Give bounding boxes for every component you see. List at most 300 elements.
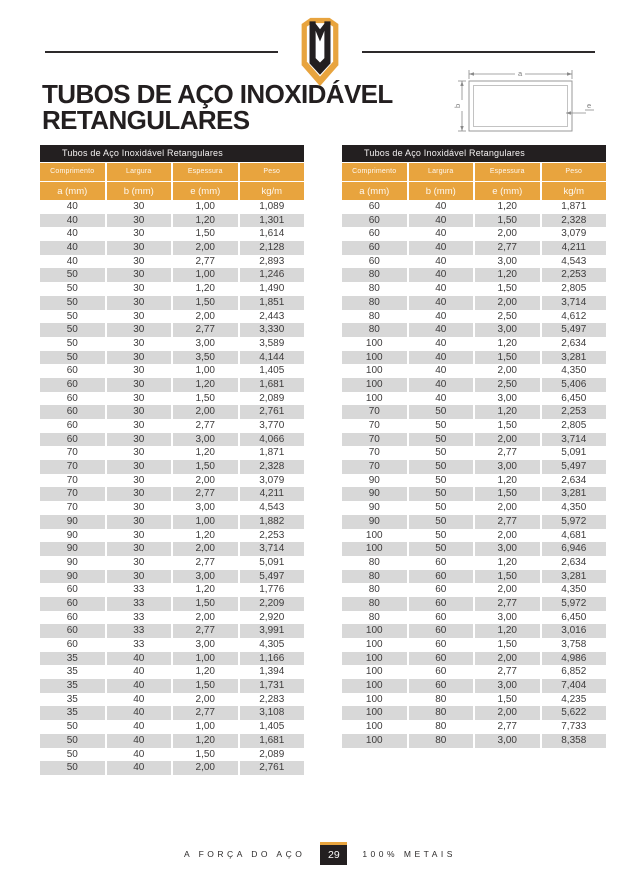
table-cell: 50 — [407, 433, 474, 447]
table-row — [40, 611, 304, 625]
table-cell: 2,283 — [238, 693, 305, 707]
column-unit: b (mm) — [407, 182, 474, 200]
table-cell: 1,20 — [171, 214, 238, 228]
table-cell: 2,77 — [473, 720, 540, 734]
table-units-row — [342, 181, 606, 200]
table-cell: 70 — [368, 406, 380, 418]
table-cell: 60 — [407, 665, 474, 679]
table-cell: 3,00 — [473, 679, 540, 693]
table-cell: 100 — [365, 734, 383, 746]
table-cell: 100 — [365, 337, 383, 349]
table-row — [342, 364, 606, 378]
table-cell: 2,00 — [473, 364, 540, 378]
table-cell: 35 — [66, 693, 78, 705]
table-cell: 40 — [407, 200, 474, 214]
table-cell: 2,77 — [473, 241, 540, 255]
table-units-row — [40, 181, 304, 200]
table-cell: 60 — [66, 406, 78, 418]
table-row — [342, 720, 606, 734]
table-cell: 50 — [66, 296, 78, 308]
table-cell: 1,20 — [473, 268, 540, 282]
table-cell: 100 — [365, 378, 383, 390]
table-cell: 2,77 — [171, 419, 238, 433]
table-cell: 60 — [66, 584, 78, 596]
table-cell: 100 — [365, 392, 383, 404]
table-cell: 40 — [407, 392, 474, 406]
table-row — [40, 638, 304, 652]
table-cell: 80 — [368, 296, 380, 308]
table-row — [342, 296, 606, 310]
table-cell: 5,406 — [540, 378, 607, 392]
table-cell: 30 — [105, 268, 172, 282]
column-header: Peso — [540, 163, 607, 181]
table-cell: 60 — [66, 625, 78, 637]
table-cell: 1,089 — [238, 200, 305, 214]
table-cell: 50 — [407, 529, 474, 543]
table-cell: 6,946 — [540, 542, 607, 556]
table-row — [342, 515, 606, 529]
table-cell: 40 — [105, 734, 172, 748]
table-cell: 100 — [365, 707, 383, 719]
table-cell: 3,281 — [540, 351, 607, 365]
table-cell: 3,00 — [171, 570, 238, 584]
table-cell: 30 — [105, 529, 172, 543]
page-title-line1: TUBOS DE AÇO INOXIDÁVEL — [42, 79, 393, 109]
table-cell: 40 — [66, 228, 78, 240]
table-cell: 3,991 — [238, 624, 305, 638]
table-cell: 1,731 — [238, 679, 305, 693]
table-cell: 1,20 — [171, 282, 238, 296]
table-cell: 80 — [368, 556, 380, 568]
table-cell: 5,622 — [540, 706, 607, 720]
table-cell: 50 — [66, 324, 78, 336]
table-cell: 2,00 — [473, 652, 540, 666]
table-row — [342, 570, 606, 584]
table-cell: 1,20 — [171, 734, 238, 748]
column-unit: a (mm) — [57, 186, 88, 197]
table-cell: 2,328 — [238, 460, 305, 474]
table-cell: 90 — [368, 515, 380, 527]
table-cell: 5,091 — [540, 446, 607, 460]
table-cell: 40 — [407, 296, 474, 310]
table-cell: 1,166 — [238, 652, 305, 666]
table-row — [40, 419, 304, 433]
spec-table-left — [40, 145, 304, 775]
table-row — [342, 241, 606, 255]
table-row — [342, 542, 606, 556]
table-cell: 100 — [365, 351, 383, 363]
table-cell: 60 — [66, 420, 78, 431]
table-row — [40, 748, 304, 762]
table-row — [342, 501, 606, 515]
table-cell: 2,634 — [540, 337, 607, 351]
table-cell: 30 — [105, 487, 172, 501]
table-cell: 2,253 — [540, 405, 607, 419]
table-row — [342, 446, 606, 460]
table-cell: 1,20 — [171, 529, 238, 543]
table-cell: 1,00 — [171, 515, 238, 529]
table-row — [40, 255, 304, 269]
table-row — [40, 583, 304, 597]
table-cell: 1,50 — [171, 748, 238, 762]
table-cell: 1,50 — [473, 282, 540, 296]
table-cell: 1,20 — [473, 405, 540, 419]
table-cell: 3,108 — [238, 706, 305, 720]
table-cell: 1,20 — [473, 556, 540, 570]
table-cell: 2,00 — [171, 542, 238, 556]
table-row — [40, 487, 304, 501]
table-cell: 60 — [407, 583, 474, 597]
table-cell: 90 — [66, 529, 78, 541]
table-cell: 40 — [105, 748, 172, 762]
table-cell: 30 — [105, 378, 172, 392]
table-cell: 60 — [407, 624, 474, 638]
table-row — [342, 679, 606, 693]
table-cell: 2,920 — [238, 611, 305, 625]
table-cell: 1,00 — [171, 720, 238, 734]
table-cell: 60 — [368, 242, 380, 254]
table-cell: 1,50 — [171, 296, 238, 310]
table-cell: 1,20 — [473, 337, 540, 351]
spec-tables — [40, 145, 606, 775]
table-cell: 100 — [365, 721, 383, 733]
table-cell: 90 — [368, 488, 380, 500]
table-cell: 50 — [407, 460, 474, 474]
column-header: Largura — [407, 163, 474, 181]
table-cell: 30 — [105, 351, 172, 365]
table-row — [342, 734, 606, 748]
table-cell: 80 — [368, 570, 380, 582]
column-header: Espessura — [473, 163, 540, 181]
table-cell: 40 — [407, 378, 474, 392]
table-cell: 40 — [407, 364, 474, 378]
table-cell: 1,882 — [238, 515, 305, 529]
table-cell: 2,634 — [540, 556, 607, 570]
table-row — [342, 706, 606, 720]
table-cell: 33 — [105, 611, 172, 625]
footer-slogan-left: A FORÇA DO AÇO — [184, 848, 306, 859]
table-row — [342, 405, 606, 419]
table-cell: 40 — [407, 268, 474, 282]
table-cell: 50 — [407, 501, 474, 515]
column-unit: e (mm) — [171, 182, 238, 200]
table-cell: 1,20 — [473, 474, 540, 488]
table-row — [40, 364, 304, 378]
table-cell: 100 — [365, 639, 383, 650]
table-cell: 3,714 — [238, 542, 305, 556]
table-cell: 2,00 — [171, 761, 238, 775]
table-cell: 30 — [105, 241, 172, 255]
table-cell: 3,714 — [540, 433, 607, 447]
table-cell: 60 — [407, 556, 474, 570]
table-cell: 30 — [105, 542, 172, 556]
table-cell: 2,77 — [171, 706, 238, 720]
table-cell: 80 — [407, 734, 474, 748]
table-cell: 30 — [105, 446, 172, 460]
table-cell: 80 — [407, 706, 474, 720]
table-cell: 4,211 — [238, 487, 305, 501]
column-unit: kg/m — [238, 182, 305, 200]
table-cell: 1,00 — [171, 652, 238, 666]
page-footer — [0, 842, 640, 865]
table-cell: 80 — [407, 693, 474, 707]
table-cell: 4,350 — [540, 583, 607, 597]
table-cell: 2,089 — [238, 392, 305, 406]
table-cell: 50 — [407, 542, 474, 556]
table-cell: 2,00 — [171, 310, 238, 324]
table-header-row — [40, 162, 304, 181]
table-cell: 4,681 — [540, 529, 607, 543]
table-cell: 1,50 — [171, 679, 238, 693]
table-cell: 33 — [105, 638, 172, 652]
table-cell: 30 — [105, 364, 172, 378]
table-cell: 3,770 — [238, 419, 305, 433]
table-row — [40, 296, 304, 310]
table-cell: 40 — [407, 241, 474, 255]
table-cell: 2,089 — [238, 748, 305, 762]
table-cell: 2,00 — [473, 529, 540, 543]
table-row — [342, 460, 606, 474]
table-row — [342, 310, 606, 324]
table-cell: 40 — [66, 214, 78, 226]
table-row — [40, 761, 304, 775]
table-cell: 30 — [105, 310, 172, 324]
table-cell: 2,77 — [171, 624, 238, 638]
table-cell: 1,00 — [171, 200, 238, 214]
diagram-label-a: a — [518, 69, 523, 78]
table-row — [342, 214, 606, 228]
table-cell: 50 — [407, 487, 474, 501]
table-cell: 3,714 — [540, 296, 607, 310]
table-cell: 70 — [66, 502, 78, 514]
table-cell: 30 — [105, 200, 172, 214]
table-cell: 3,50 — [171, 351, 238, 365]
table-cell: 1,00 — [171, 268, 238, 282]
table-cell: 2,77 — [473, 446, 540, 460]
table-row — [342, 268, 606, 282]
table-cell: 60 — [66, 433, 78, 445]
table-cell: 2,00 — [473, 433, 540, 447]
column-header: Espessura — [171, 163, 238, 181]
table-row — [342, 337, 606, 351]
table-row — [40, 200, 304, 214]
table-cell: 1,871 — [238, 446, 305, 460]
page-number-badge: 29 — [320, 842, 347, 865]
table-cell: 1,301 — [238, 214, 305, 228]
table-cell: 90 — [66, 570, 78, 582]
table-cell: 30 — [105, 419, 172, 433]
table-cell: 2,893 — [238, 255, 305, 269]
table-cell: 30 — [105, 214, 172, 228]
table-cell: 30 — [105, 296, 172, 310]
table-cell: 2,77 — [171, 487, 238, 501]
table-row — [40, 433, 304, 447]
table-cell: 6,852 — [540, 665, 607, 679]
table-cell: 50 — [66, 337, 78, 349]
table-cell: 40 — [407, 282, 474, 296]
table-cell: 1,50 — [171, 460, 238, 474]
table-cell: 80 — [368, 611, 380, 623]
table-cell: 100 — [365, 666, 383, 678]
table-cell: 80 — [407, 720, 474, 734]
table-cell: 1,681 — [238, 734, 305, 748]
table-cell: 3,589 — [238, 337, 305, 351]
table-cell: 1,394 — [238, 665, 305, 679]
table-row — [342, 419, 606, 433]
table-cell: 3,00 — [473, 734, 540, 748]
table-cell: 50 — [66, 762, 78, 774]
table-row — [342, 255, 606, 269]
diagram-label-b: b — [453, 103, 462, 108]
table-cell: 30 — [105, 474, 172, 488]
table-row — [342, 378, 606, 392]
table-cell: 40 — [105, 652, 172, 666]
table-row — [40, 706, 304, 720]
table-cell: 70 — [368, 461, 380, 473]
table-cell: 50 — [407, 405, 474, 419]
table-row — [40, 501, 304, 515]
table-cell: 2,00 — [171, 611, 238, 625]
table-cell: 80 — [368, 269, 380, 281]
table-cell: 100 — [365, 529, 383, 541]
table-cell: 30 — [105, 282, 172, 296]
column-unit: kg/m — [540, 182, 607, 200]
table-cell: 2,128 — [238, 241, 305, 255]
table-cell: 30 — [105, 337, 172, 351]
table-row — [342, 638, 606, 652]
table-cell: 2,50 — [473, 378, 540, 392]
table-cell: 4,350 — [540, 501, 607, 515]
table-row — [342, 665, 606, 679]
table-cell: 60 — [407, 611, 474, 625]
table-cell: 2,253 — [238, 529, 305, 543]
table-row — [40, 392, 304, 406]
table-cell: 50 — [66, 721, 78, 733]
table-cell: 2,77 — [171, 323, 238, 337]
table-cell: 80 — [368, 584, 380, 596]
table-cell: 3,758 — [540, 638, 607, 652]
table-cell: 70 — [66, 461, 78, 473]
table-row — [40, 720, 304, 734]
table-cell: 100 — [365, 693, 383, 705]
table-body — [40, 200, 304, 775]
table-row — [342, 652, 606, 666]
table-row — [342, 433, 606, 447]
table-cell: 1,405 — [238, 364, 305, 378]
table-cell: 2,805 — [540, 282, 607, 296]
table-cell: 1,50 — [473, 419, 540, 433]
table-row — [342, 693, 606, 707]
table-cell: 60 — [66, 611, 78, 623]
table-row — [40, 214, 304, 228]
column-unit: b (mm) — [105, 182, 172, 200]
table-cell: 4,066 — [238, 433, 305, 447]
table-cell: 40 — [66, 242, 78, 254]
table-cell: 50 — [407, 474, 474, 488]
table-cell: 2,634 — [540, 474, 607, 488]
table-row — [40, 734, 304, 748]
table-row — [342, 529, 606, 543]
table-row — [342, 474, 606, 488]
table-cell: 60 — [368, 214, 380, 226]
table-cell: 40 — [407, 310, 474, 324]
table-cell: 2,443 — [238, 310, 305, 324]
table-cell: 50 — [66, 283, 78, 295]
table-cell: 33 — [105, 597, 172, 611]
table-cell: 80 — [368, 597, 380, 609]
table-cell: 3,281 — [540, 487, 607, 501]
table-cell: 2,328 — [540, 214, 607, 228]
table-cell: 100 — [365, 652, 383, 664]
table-title: Tubos de Aço Inoxidável Retangulares — [342, 145, 606, 162]
table-cell: 60 — [66, 378, 78, 390]
table-row — [342, 624, 606, 638]
table-cell: 30 — [105, 405, 172, 419]
table-body — [342, 200, 606, 748]
table-row — [40, 282, 304, 296]
table-cell: 50 — [66, 748, 78, 760]
table-row — [342, 597, 606, 611]
table-cell: 30 — [105, 570, 172, 584]
table-cell: 70 — [368, 420, 380, 431]
table-cell: 40 — [407, 255, 474, 269]
table-cell: 60 — [368, 201, 380, 212]
table-cell: 5,497 — [238, 570, 305, 584]
table-row — [40, 652, 304, 666]
table-cell: 100 — [365, 543, 383, 555]
table-row — [40, 378, 304, 392]
table-cell: 60 — [407, 652, 474, 666]
tube-cross-section-diagram — [452, 66, 640, 140]
table-cell: 3,016 — [540, 624, 607, 638]
table-cell: 2,77 — [473, 665, 540, 679]
table-cell: 30 — [105, 255, 172, 269]
table-cell: 4,543 — [540, 255, 607, 269]
table-cell: 60 — [407, 597, 474, 611]
table-cell: 70 — [66, 488, 78, 500]
table-cell: 30 — [105, 460, 172, 474]
table-row — [342, 351, 606, 365]
table-cell: 80 — [368, 283, 380, 295]
table-cell: 3,00 — [171, 638, 238, 652]
column-header: Peso — [238, 163, 305, 181]
table-cell: 60 — [66, 392, 78, 404]
table-cell: 50 — [407, 515, 474, 529]
table-cell: 40 — [66, 255, 78, 267]
table-cell: 60 — [368, 228, 380, 240]
table-cell: 1,50 — [473, 638, 540, 652]
table-cell: 70 — [66, 474, 78, 486]
table-row — [342, 200, 606, 214]
table-cell: 4,350 — [540, 364, 607, 378]
table-cell: 35 — [66, 680, 78, 692]
table-cell: 1,50 — [473, 570, 540, 584]
table-cell: 2,00 — [473, 706, 540, 720]
table-cell: 3,00 — [473, 392, 540, 406]
table-cell: 80 — [368, 324, 380, 336]
column-header: Comprimento — [50, 168, 95, 175]
table-cell: 2,209 — [238, 597, 305, 611]
table-cell: 1,20 — [171, 378, 238, 392]
table-cell: 40 — [105, 665, 172, 679]
table-cell: 1,871 — [540, 200, 607, 214]
table-cell: 2,761 — [238, 405, 305, 419]
table-cell: 3,00 — [171, 501, 238, 515]
table-row — [40, 529, 304, 543]
table-cell: 1,405 — [238, 720, 305, 734]
table-cell: 1,851 — [238, 296, 305, 310]
table-row — [40, 310, 304, 324]
